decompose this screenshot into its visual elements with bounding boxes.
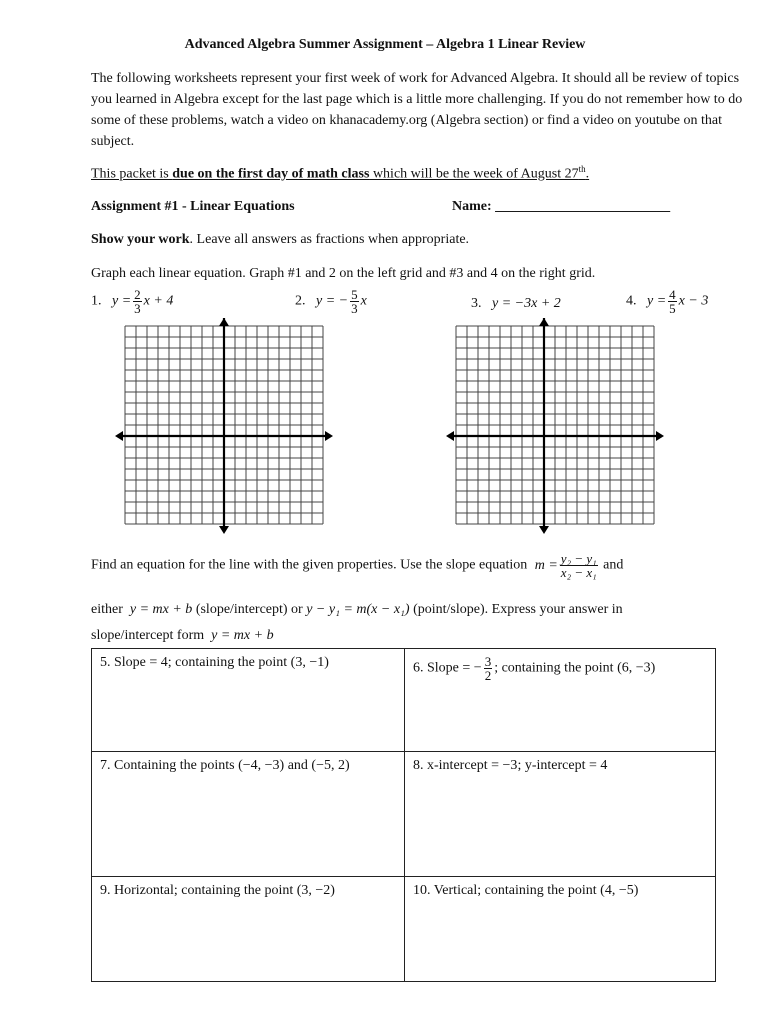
si-form-line xyxy=(91,628,274,644)
show-work-rest: . Leave all answers as fractions when appropriate. xyxy=(189,232,470,247)
slope-frac xyxy=(560,552,598,579)
p7-point2: (−5, 2) xyxy=(311,758,350,773)
slope-instr-text: Find an equation for the line with the given properties. Use the slope equation xyxy=(91,557,528,573)
slope-and: and xyxy=(603,557,624,573)
intro-paragraph: The following worksheets represent your first week of work for Advanced Algebra. It should all be review of topics you learned in Algebra except for the last page which is a little more challenging. If you do not remember how to do some of these problems, watch a video on khanacademy.org (Algebra section) or find a video on youtube on that subject. xyxy=(91,71,743,149)
name-blank: _________________________ xyxy=(495,199,671,214)
y-axis-up-arrow xyxy=(219,318,229,326)
eq1-frac-num: 2 xyxy=(134,287,141,302)
p6-frac-den: 2 xyxy=(484,668,492,683)
si-form-lead: slope/intercept form xyxy=(91,628,205,643)
either-line xyxy=(91,602,623,618)
p6-point: (6, −3) xyxy=(617,660,656,676)
equation-3 xyxy=(471,296,561,312)
coordinate-grid-left[interactable] xyxy=(115,318,335,548)
problem-7-cell[interactable] xyxy=(92,752,405,877)
p8-yint: 4 xyxy=(600,758,608,773)
eq1-frac xyxy=(133,288,142,315)
y-axis-down-arrow xyxy=(539,526,549,534)
problem-6-cell[interactable] xyxy=(405,649,716,752)
eq1-rest: x + 4 xyxy=(143,293,174,309)
point-slope-eq: y − y₁ = m(x − x₁) xyxy=(306,602,410,617)
equation-1 xyxy=(91,288,173,315)
p8-xint: −3 xyxy=(502,758,518,773)
eq1-lhs: y = xyxy=(112,293,132,309)
equation-4 xyxy=(626,288,708,315)
slope-frac-den: x₂ − x₁ xyxy=(560,565,597,580)
problem-10-cell[interactable] xyxy=(405,877,716,982)
slope-frac-num: y₂ − y₁ xyxy=(560,551,597,566)
eq4-frac-num: 4 xyxy=(669,287,676,302)
coordinate-grid-right[interactable] xyxy=(446,318,666,548)
due-line xyxy=(91,164,589,183)
due-sup: th xyxy=(578,164,586,174)
due-prefix: This packet is xyxy=(91,166,173,182)
p8-text: 8. x-intercept = xyxy=(413,758,500,773)
x-axis-right-arrow xyxy=(656,431,664,441)
eq2-lhs: y = − xyxy=(316,293,349,309)
problem-5-cell[interactable] xyxy=(92,649,405,752)
p6-frac xyxy=(484,655,493,682)
y-axis-down-arrow xyxy=(219,526,229,534)
show-work-line xyxy=(91,232,469,248)
table-row xyxy=(92,877,716,982)
slope-intercept-label: (slope/intercept) or xyxy=(195,602,303,617)
eq4-rest: x − 3 xyxy=(678,293,709,309)
eq3-text: y = −3x + 2 xyxy=(492,296,561,311)
eq2-frac-num: 5 xyxy=(351,287,358,302)
eq1-num: 1. xyxy=(91,293,102,309)
equation-2 xyxy=(295,288,367,315)
x-axis-right-arrow xyxy=(325,431,333,441)
table-row xyxy=(92,752,716,877)
p9-text: 9. Horizontal; containing the point xyxy=(100,883,294,898)
eq2-rest: x xyxy=(360,293,367,309)
p5-point: (3, −1) xyxy=(290,655,329,670)
eq2-num: 2. xyxy=(295,293,306,309)
problem-8-cell[interactable] xyxy=(405,752,716,877)
due-bold: due on the first day of math class xyxy=(172,166,370,182)
p10-point: (4, −5) xyxy=(600,883,639,898)
page-title: Advanced Algebra Summer Assignment – Algebra 1 Linear Review xyxy=(184,37,586,52)
p8-mid: ; y-intercept = xyxy=(517,758,597,773)
eq2-frac-den: 3 xyxy=(351,301,358,316)
eq4-lhs: y = xyxy=(647,293,667,309)
eq2-frac xyxy=(350,288,359,315)
name-label: Name: xyxy=(452,199,496,214)
answer-table xyxy=(91,648,716,982)
y-axis-up-arrow xyxy=(539,318,549,326)
p7-and: and xyxy=(287,758,308,773)
problem-9-cell[interactable] xyxy=(92,877,405,982)
slope-m: m = xyxy=(534,557,558,573)
si-form-eq: y = mx + b xyxy=(211,628,274,643)
due-end: . xyxy=(585,166,590,182)
eq1-frac-den: 3 xyxy=(134,301,141,316)
slope-intercept-eq: y = mx + b xyxy=(129,602,193,617)
p6-lead: 6. Slope = − xyxy=(413,660,482,676)
eq3-num: 3. xyxy=(471,296,482,311)
name-field[interactable] xyxy=(452,199,670,215)
eq4-frac xyxy=(668,288,677,315)
eq4-frac-den: 5 xyxy=(669,301,676,316)
slope-instructions xyxy=(91,552,623,579)
assignment-heading: Assignment #1 - Linear Equations xyxy=(91,199,295,214)
p7-point1: (−4, −3) xyxy=(238,758,285,773)
graph-instructions: Graph each linear equation. Graph #1 and 2 on the left grid and #3 and 4 on the right grid. xyxy=(91,266,596,281)
p6-text: ; containing the point xyxy=(494,660,614,676)
point-slope-label: (point/slope). Express your answer in xyxy=(413,602,623,617)
p10-text: 10. Vertical; containing the point xyxy=(413,883,597,898)
eq4-num: 4. xyxy=(626,293,637,309)
p7-text: 7. Containing the points xyxy=(100,758,235,773)
due-suffix: which will be the week of August 27 xyxy=(369,166,579,182)
p6-frac-num: 3 xyxy=(484,654,492,669)
x-axis-left-arrow xyxy=(446,431,454,441)
either-lead: either xyxy=(91,602,123,617)
show-work-bold: Show your work xyxy=(91,232,190,247)
p5-text: 5. Slope = 4; containing the point xyxy=(100,655,288,670)
p9-point: (3, −2) xyxy=(296,883,335,898)
table-row xyxy=(92,649,716,752)
x-axis-left-arrow xyxy=(115,431,123,441)
